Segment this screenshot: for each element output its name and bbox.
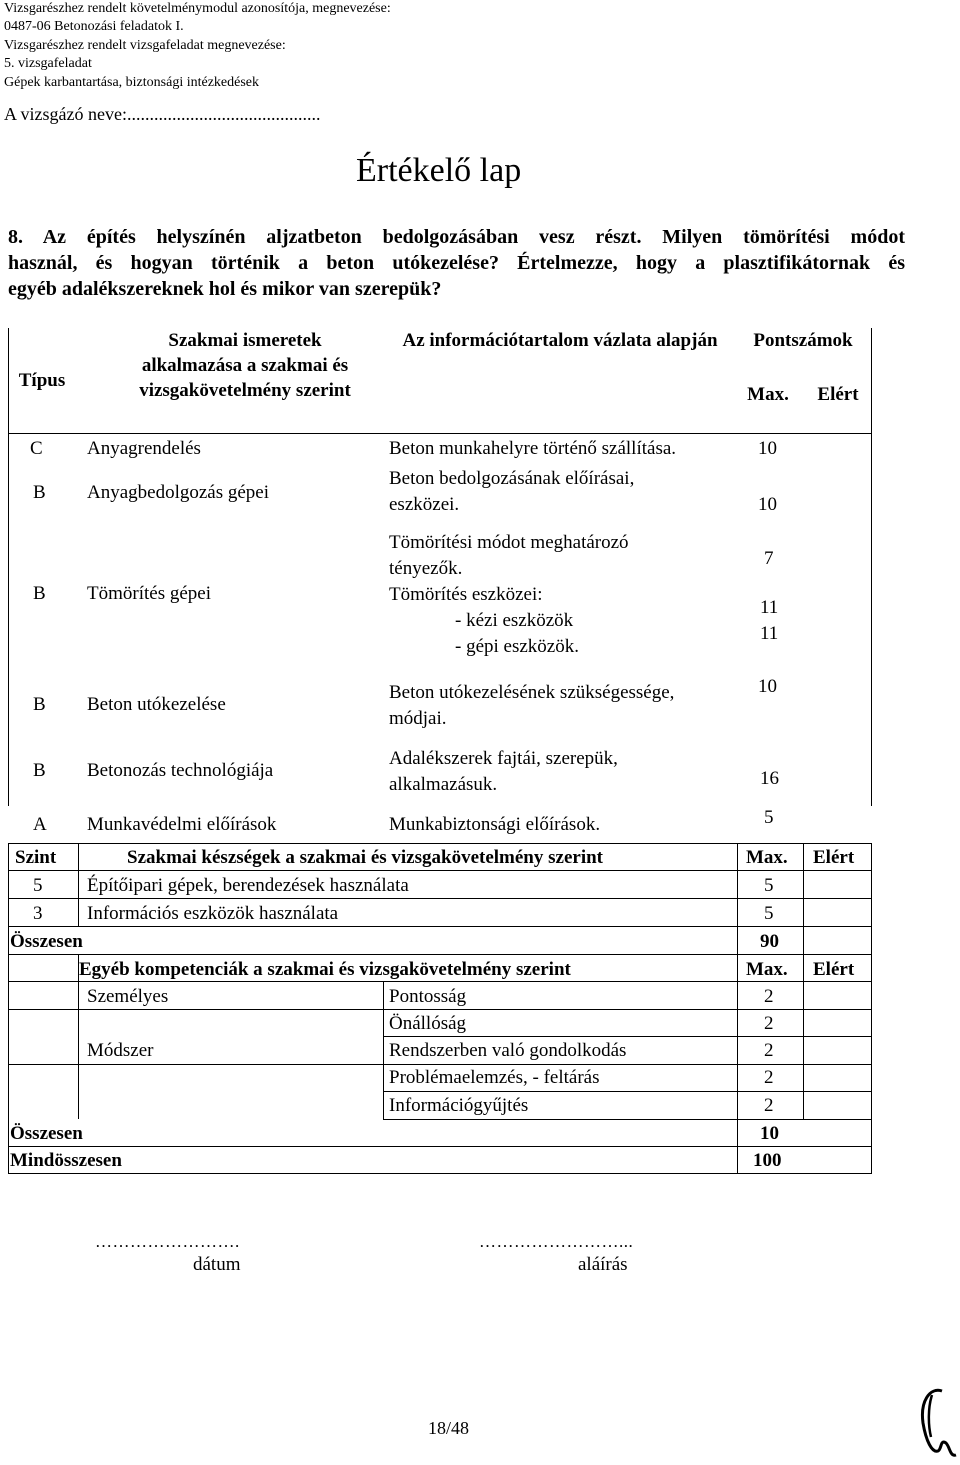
row-topic: Tömörítés gépei [87, 583, 211, 604]
competencies-header-title: Egyéb kompetenciák a szakmai és vizsgakövetelmény szerint [79, 959, 571, 980]
row-content: Tömörítési módot meghatározó [389, 532, 629, 553]
grand-total-label: Mindösszesen [10, 1150, 122, 1171]
skills-total-value: 90 [760, 931, 779, 952]
competency-item: Információgyűjtés [389, 1095, 529, 1116]
competencies-header-max: Max. [746, 959, 788, 980]
row-content: módjai. [389, 708, 447, 729]
competency-max: 2 [764, 1067, 774, 1088]
competency-item: Pontosság [389, 986, 467, 1007]
page-title: Értékelő lap [356, 152, 522, 189]
row-content: Adalékszerek fajtái, szerepük, [389, 748, 618, 769]
row-content: eszközei. [389, 494, 460, 515]
row-topic: Beton utókezelése [87, 694, 226, 715]
question-line: használ, és hogyan történik a beton utókezelése? Értelmezze, hogy a plasztifikátornak és [8, 252, 905, 274]
date-label: dátum [193, 1254, 241, 1275]
row-content: Beton utókezelésének szükségessége, [389, 682, 675, 703]
row-max: 5 [764, 807, 774, 828]
date-dots: ……………………. [95, 1232, 240, 1251]
row-content: - kézi eszközök [455, 610, 574, 631]
skill-max: 5 [764, 903, 774, 924]
col-header-points: Pontszámok [753, 330, 853, 351]
header-line: Gépek karbantartása, biztonsági intézkedések [4, 74, 260, 90]
row-max: 16 [760, 768, 779, 789]
skills-header-max: Max. [746, 847, 788, 868]
row-type: A [33, 814, 47, 835]
skills-header-title: Szakmai készségek a szakmai és vizsgakövetelmény szerint [127, 847, 603, 868]
skills-header-achieved: Elért [813, 847, 855, 868]
row-topic: Munkavédelmi előírások [87, 814, 277, 835]
competencies-header-achieved: Elért [813, 959, 855, 980]
competencies-total-value: 10 [760, 1123, 779, 1144]
row-type: B [33, 583, 46, 604]
col-header-type: Típus [18, 370, 66, 391]
signature-dots: ……………………... [479, 1232, 634, 1251]
row-max: 11 [760, 623, 779, 644]
skill-max: 5 [764, 875, 774, 896]
row-content: alkalmazásuk. [389, 774, 498, 795]
document-header [4, 0, 391, 92]
skill-level: 3 [33, 903, 43, 924]
header-line: 5. vizsgafeladat [4, 56, 92, 72]
row-max: 10 [758, 438, 777, 459]
row-max: 10 [758, 676, 777, 697]
competency-item: Rendszerben való gondolkodás [389, 1040, 627, 1061]
row-max: 10 [758, 494, 777, 515]
competency-item: Problémaelemzés, - feltárás [389, 1067, 600, 1088]
skills-total-label: Összesen [10, 931, 83, 952]
row-content: - gépi eszközök. [455, 636, 579, 657]
skills-header-level: Szint [15, 847, 57, 868]
competency-item: Önállóság [389, 1013, 467, 1034]
row-content: Beton munkahelyre történő szállítása. [389, 438, 677, 459]
competency-max: 2 [764, 1013, 774, 1034]
competency-max: 2 [764, 986, 774, 1007]
col-header-achieved: Elért [817, 384, 859, 405]
header-line: 0487-06 Betonozási feladatok I. [4, 19, 184, 35]
handwritten-mark-icon [918, 1385, 958, 1465]
row-topic: Betonozás technológiája [87, 760, 274, 781]
header-line: Vizsgarészhez rendelt vizsgafeladat megnevezése: [4, 37, 286, 53]
grand-total-value: 100 [753, 1150, 782, 1171]
header-line: Vizsgarészhez rendelt követelménymodul azonosítója, megnevezése: [4, 1, 391, 16]
skill-name: Információs eszközök használata [87, 903, 339, 924]
row-type: C [30, 438, 43, 459]
competency-max: 2 [764, 1095, 774, 1116]
col-header-outline: Az információtartalom vázlata alapján [402, 330, 718, 351]
competency-group: Módszer [87, 1040, 154, 1061]
row-topic: Anyagbedolgozás gépei [87, 482, 270, 503]
signature-label: aláírás [578, 1254, 628, 1275]
row-content: tényezők. [389, 558, 463, 579]
page-number: 18/48 [428, 1418, 470, 1438]
question-text [8, 224, 905, 302]
skill-level: 5 [33, 875, 43, 896]
row-max: 11 [760, 597, 779, 618]
row-content: Tömörítés eszközei: [389, 584, 543, 605]
row-topic: Anyagrendelés [87, 438, 201, 459]
row-type: B [33, 694, 46, 715]
row-content: Munkabiztonsági előírások. [389, 814, 601, 835]
question-line: 8. Az építés helyszínén aljzatbeton bedolgozásában vesz részt. Milyen tömörítési módot [8, 226, 905, 248]
col-header-knowledge: Szakmai ismeretek alkalmazása a szakmai és vizsgakövetelmény szerint [139, 330, 351, 401]
col-header-max: Max. [747, 384, 789, 405]
competency-max: 2 [764, 1040, 774, 1061]
row-type: B [33, 760, 46, 781]
competencies-total-label: Összesen [10, 1123, 83, 1144]
competency-group: Személyes [87, 986, 169, 1007]
row-content: Beton bedolgozásának előírásai, [389, 468, 635, 489]
row-max: 7 [764, 548, 774, 569]
row-type: B [33, 482, 46, 503]
skill-name: Építőipari gépek, berendezések használata [87, 875, 409, 896]
candidate-name-field: A vizsgázó neve:........................................... [4, 104, 321, 124]
question-line: egyéb adalékszereknek hol és mikor van szerepük? [8, 278, 442, 300]
